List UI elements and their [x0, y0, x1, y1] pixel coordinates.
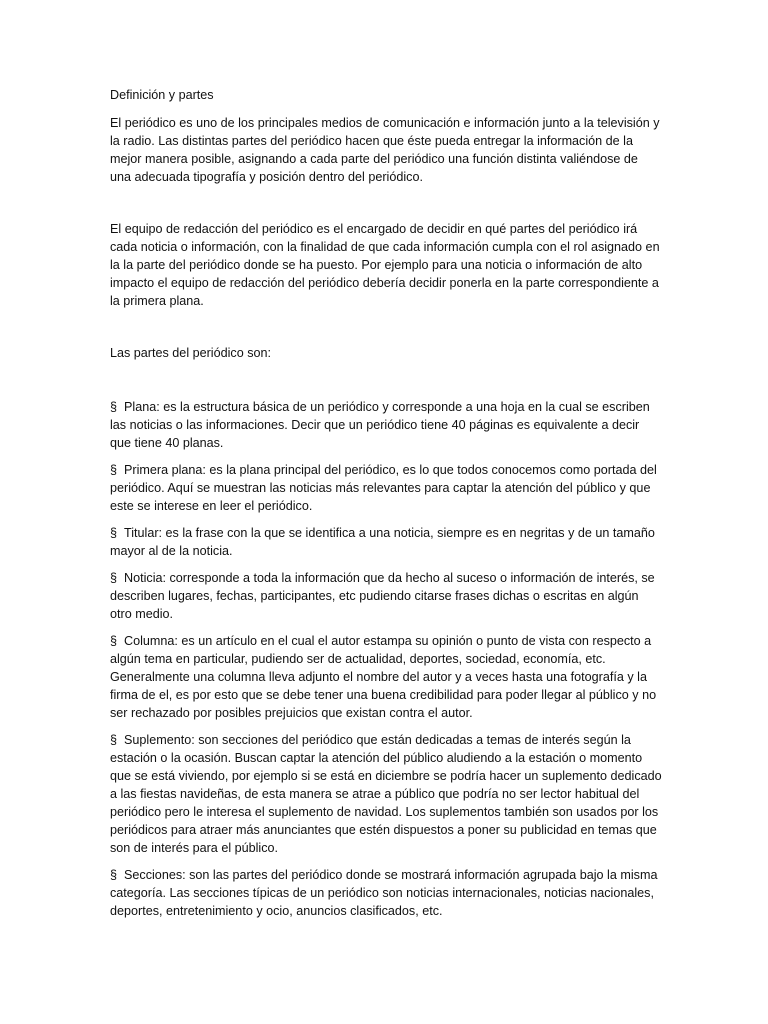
- list-item-columna: [110, 632, 662, 722]
- list-item-text: Noticia: corresponde a toda la información que da hecho al suceso o información de interés, se describen lugares, fechas, participantes, etc pudiendo citarse frases dichas o escritas en algún otro medio.: [110, 571, 655, 621]
- list-item-noticia: [110, 569, 662, 623]
- section-sign-marker: §: [110, 463, 118, 477]
- list-item-text: Columna: es un artículo en el cual el autor estampa su opinión o punto de vista con respecto a algún tema en particular, pudiendo ser de actualidad, deportes, sociedad, economía, etc. Generalmente una columna lleva adjunto el nombre del autor y a veces hasta una fotografía y la firma de el, es por esto que se debe tener una buena credibilidad para poder llegar al público y no ser rechazado por posibles prejuicios que existan contra el autor.: [110, 634, 657, 720]
- list-item-primera-plana: [110, 461, 662, 515]
- list-item-plana: [110, 398, 662, 452]
- list-item-titular: [110, 524, 662, 560]
- list-item-text: Secciones: son las partes del periódico donde se mostrará información agrupada bajo la misma categoría. Las secciones típicas de un periódico son noticias internacionales, noticias nacionales, deportes, entretenimiento y ocio, anuncios clasificados, etc.: [110, 868, 658, 918]
- intro-paragraph-1: El periódico es uno de los principales medios de comunicación e información junto a la televisión y la radio. Las distintas partes del periódico hacen que éste pueda entregar la información de la mejor manera posible, asignando a cada parte del periódico una función distinta valiéndose de una adecuada tipografía y posición dentro del periódico.: [110, 116, 660, 184]
- section-sign-marker: §: [110, 634, 118, 648]
- list-item-text: Suplemento: son secciones del periódico que están dedicadas a temas de interés según la estación o la ocasión. Buscan captar la atención del público aludiendo a la estación o momento que se está viviendo, por ejemplo si se está en diciembre se podría hacer un suplemento dedicado a las fiestas navideñas, de esta manera se atrae a público que podría no ser lector habitual del periódico pero le interesa el suplemento de navidad. Los suplementos también son usados por los periódicos para atraer más anunciantes que estén dispuestos a poner su publicidad en temas que son de interés para el público.: [110, 733, 662, 855]
- list-item-text: Plana: es la estructura básica de un periódico y corresponde a una hoja en la cual se escriben las noticias o las informaciones. Decir que un periódico tiene 40 páginas es equivalente a decir que tiene 40 planas.: [110, 400, 650, 450]
- list-item-secciones: [110, 866, 662, 920]
- section-sign-marker: §: [110, 733, 118, 747]
- section-sign-marker: §: [110, 526, 118, 540]
- list-item-text: Primera plana: es la plana principal del periódico, es lo que todos conocemos como portada del periódico. Aquí se muestran las noticias más relevantes para captar la atención del público y que este se interese en leer el periódico.: [110, 463, 657, 513]
- document-heading: Definición y partes: [110, 88, 214, 102]
- list-item-text: Titular: es la frase con la que se identifica a una noticia, siempre es en negritas y de un tamaño mayor al de la noticia.: [110, 526, 655, 558]
- section-sign-marker: §: [110, 571, 118, 585]
- document-page: [110, 86, 662, 929]
- list-item-suplemento: [110, 731, 662, 857]
- section-sign-marker: §: [110, 400, 118, 414]
- intro-paragraph-2: El equipo de redacción del periódico es el encargado de decidir en qué partes del periódico irá cada noticia o información, con la finalidad de que cada información cumpla con el rol asignado en la la parte del periódico donde se ha puesto. Por ejemplo para una noticia o información de alto impacto el equipo de redacción del periódico debería decidir ponerla en la parte correspondiente a la primera plana.: [110, 222, 660, 308]
- list-intro: Las partes del periódico son:: [110, 346, 272, 360]
- section-sign-marker: §: [110, 868, 118, 882]
